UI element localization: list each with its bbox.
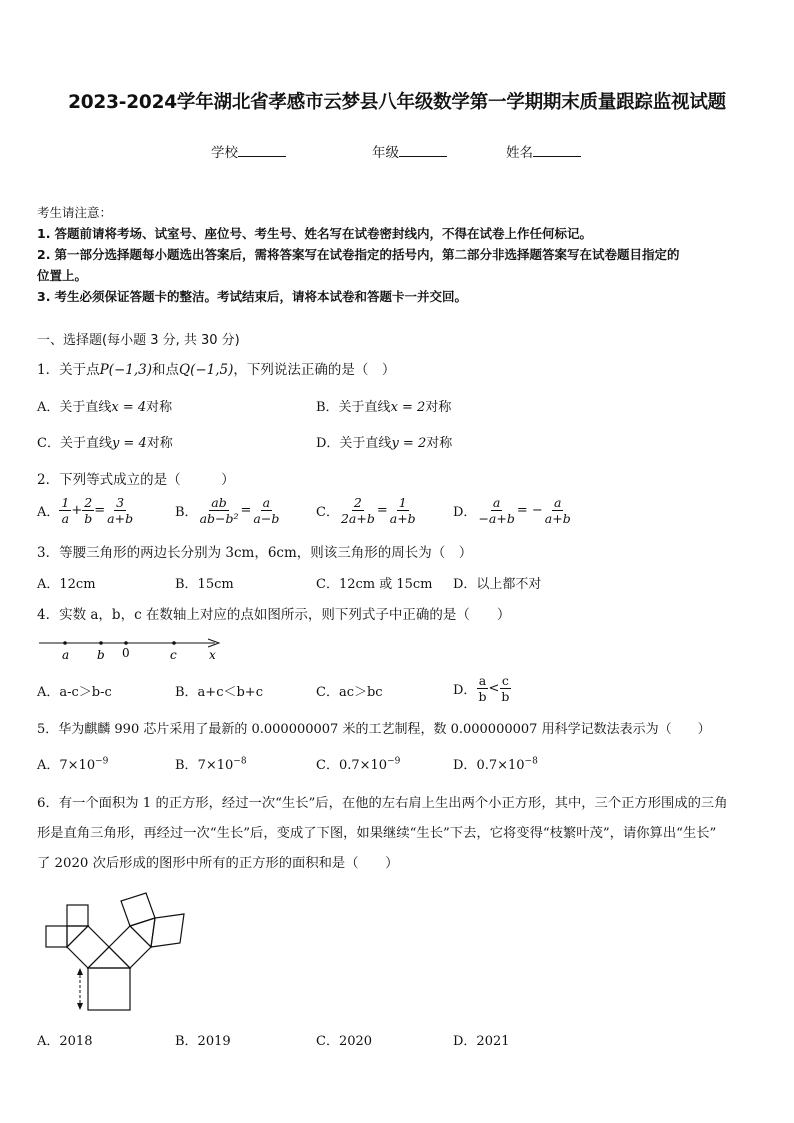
q2-d-eq-neg: = − (516, 503, 543, 518)
q2-d-label: D． (453, 505, 477, 520)
point-b-label: b (97, 648, 105, 662)
q4-option-a[interactable]: A．a-c＞b-c (37, 685, 112, 700)
school-field[interactable] (211, 141, 286, 161)
left-top-square (67, 905, 88, 926)
q1-option-d[interactable] (316, 432, 452, 451)
pythagoras-tree-figure (40, 884, 190, 1016)
q2-a-plus: + (71, 503, 83, 518)
note-1-text: 答题前请将考场、试室号、座位号、考生号、姓名写在试卷密封线内，不得在试卷上作任何标记。 (54, 226, 592, 241)
q4-d-frac-1: $\frac{a}{b}$ (478, 673, 487, 704)
q2-c-frac-1: $\frac{2}{2a+b}$ (340, 495, 375, 526)
q3-option-c[interactable]: C．12cm 或 15cm (316, 577, 433, 592)
q1-stem-b: ，下列说法正确的是（ ） (233, 362, 396, 378)
note-1 (37, 224, 592, 242)
q1-a-sym: 对称 (146, 400, 173, 415)
q1-a-label: A．关于直线 (37, 400, 112, 415)
q2-a-frac-3: $\frac{3}{a+b}$ (107, 495, 134, 526)
question-6-line-1: 6．有一个面积为 1 的正方形，经过一次“生长”后，在他的左右肩上生出两个小正方形，其中，三个正方形围成的三角 (37, 796, 728, 811)
q6-option-b[interactable]: B．2019 (175, 1034, 231, 1049)
right-left-square (121, 893, 155, 926)
q1-c-math: y = 4 (111, 436, 147, 451)
point-c-label: c (170, 648, 177, 662)
base-square (88, 968, 130, 1010)
q5-option-d[interactable] (453, 754, 538, 773)
grade-label: 年级 (372, 145, 399, 161)
q1-d-label: D．关于直线 (316, 436, 392, 451)
notes-header: 考生请注意： (37, 205, 113, 220)
q1-and: 和点 (152, 362, 179, 378)
number-line-figure (37, 633, 227, 663)
q5-b-math: 7×10 (197, 758, 234, 773)
q4-option-d[interactable] (453, 673, 511, 704)
q5-a-math: 7×10 (59, 758, 96, 773)
question-2-stem: 2．下列等式成立的是（ ） (37, 472, 235, 488)
q2-a-frac-2: $\frac{2}{b}$ (84, 495, 93, 526)
q2-a-eq: = (94, 503, 106, 518)
q3-option-d[interactable]: D．以上都不对 (453, 577, 542, 592)
point-c-dot (172, 641, 176, 645)
q1-option-b[interactable] (316, 396, 451, 415)
note-3-text: 考生必须保证答题卡的整洁。考试结束后，请将本试卷和答题卡一并交回。 (54, 289, 467, 304)
q1-c-label: C．关于直线 (37, 436, 112, 451)
q6-option-c[interactable]: C．2020 (316, 1034, 373, 1049)
point-a-dot (63, 641, 67, 645)
question-6-line-2: 形是直角三角形，再经过一次“生长”后，变成了下图，如果继续“生长”下去，它将变得“枝繁叶茂”，请你算出“生长” (37, 826, 717, 841)
q1-point-p: P(−1,3) (99, 362, 152, 378)
note-1-num: 1. (37, 226, 51, 241)
q5-d-exp: −8 (524, 756, 538, 767)
note-3 (37, 287, 467, 305)
name-blank[interactable] (533, 144, 581, 157)
q4-d-label: D． (453, 683, 477, 698)
question-1-stem (37, 358, 395, 378)
grade-field[interactable] (372, 141, 447, 161)
q6-option-d[interactable]: D．2021 (453, 1034, 510, 1049)
q5-c-math: 0.7×10 (338, 758, 388, 773)
q2-c-label: C． (316, 505, 339, 520)
q4-d-lt: < (488, 681, 500, 696)
q1-b-math: x = 2 (390, 400, 426, 415)
q5-b-label: B． (175, 758, 198, 773)
point-a-label: a (62, 648, 70, 662)
q2-b-frac-1: $\frac{ab}{\text{ab−b²}}$ (199, 495, 239, 526)
q2-a-label: A． (37, 505, 60, 520)
q5-c-exp: −9 (387, 756, 401, 767)
q2-c-frac-2: $\frac{1}{a+b}$ (389, 495, 416, 526)
q1-point-q: Q(−1,5) (179, 362, 234, 378)
q2-c-eq: = (376, 503, 388, 518)
q1-a-math: x = 4 (111, 400, 147, 415)
note-2-text-cont: 位置上。 (37, 268, 88, 283)
q5-d-math: 0.7×10 (476, 758, 525, 773)
q2-a-frac-1: $\frac{1}{a}$ (61, 495, 70, 526)
point-0-dot (124, 641, 128, 645)
school-blank[interactable] (238, 144, 286, 157)
note-2-num: 2. (37, 247, 51, 262)
left-square (67, 926, 109, 968)
q1-c-sym: 对称 (146, 436, 173, 451)
left-triangle (67, 926, 88, 947)
q2-b-label: B． (175, 505, 198, 520)
q3-option-a[interactable]: A．12cm (37, 577, 96, 592)
arrow-down-icon (77, 1003, 83, 1010)
q1-b-label: B．关于直线 (316, 400, 391, 415)
point-b-dot (99, 641, 103, 645)
axis-x-label: x (209, 648, 216, 662)
grade-blank[interactable] (399, 144, 447, 157)
right-square (109, 926, 151, 968)
q3-option-b[interactable]: B．15cm (175, 577, 234, 592)
q2-option-b[interactable] (175, 495, 281, 526)
point-0-label: 0 (122, 646, 130, 660)
q5-a-label: A． (37, 758, 60, 773)
q5-option-c[interactable] (316, 754, 400, 773)
q1-option-a[interactable] (37, 396, 172, 415)
question-5-stem: 5．华为麒麟 990 芯片采用了最新的 0.000000007 米的工艺制程，数 0.000000007 用科学记数法表示为（ ） (37, 722, 711, 737)
triangle-1 (88, 947, 130, 968)
name-label: 姓名 (506, 145, 533, 161)
note-3-num: 3. (37, 289, 51, 304)
q1-b-sym: 对称 (425, 400, 452, 415)
q4-option-c[interactable]: C．ac＞bc (316, 685, 383, 700)
q5-b-exp: −8 (233, 756, 247, 767)
arrow-up-icon (77, 968, 83, 975)
page-title: 2023-2024学年湖北省孝感市云梦县八年级数学第一学期期末质量跟踪监视试题 (68, 92, 726, 113)
name-field[interactable] (506, 141, 581, 161)
q2-d-frac-2: $\frac{a}{a+b}$ (544, 495, 571, 526)
q1-d-sym: 对称 (426, 436, 453, 451)
q5-a-exp: −9 (95, 756, 109, 767)
note-2-text: 第一部分选择题每小题选出答案后，需将答案写在试卷指定的括号内，第二部分非选择题答案写在试卷题目指定的 (54, 247, 680, 262)
question-3-stem: 3．等腰三角形的两边长分别为 3cm，6cm，则该三角形的周长为（ ） (37, 545, 473, 561)
q4-option-b[interactable]: B．a+c＜b+c (175, 685, 263, 700)
q1-d-math: y = 2 (391, 436, 427, 451)
q5-d-label: D． (453, 758, 477, 773)
left-left-square (46, 926, 67, 947)
q1-stem-a: 1．关于点 (37, 362, 100, 378)
q2-d-frac-1: $\frac{a}{-a+b}$ (478, 495, 515, 526)
note-2 (37, 245, 679, 263)
question-4-stem: 4．实数 a，b，c 在数轴上对应的点如图所示，则下列式子中正确的是（ ） (37, 607, 511, 623)
q1-option-c[interactable] (37, 432, 173, 451)
q4-d-frac-2: $\frac{c}{b}$ (501, 673, 510, 704)
q2-option-d[interactable] (453, 495, 573, 526)
q2-b-frac-2: $\frac{a}{a-b}$ (253, 495, 280, 526)
school-label: 学校 (211, 145, 238, 161)
note-2-cont (37, 266, 87, 284)
right-right-square (151, 914, 184, 947)
q2-b-eq: = (240, 503, 252, 518)
q6-option-a[interactable]: A．2018 (37, 1034, 93, 1049)
q5-option-a[interactable] (37, 754, 108, 773)
q5-c-label: C． (316, 758, 339, 773)
q2-option-a[interactable] (37, 495, 135, 526)
question-6-line-3: 了 2020 次后形成的图形中所有的正方形的面积和是（ ） (37, 856, 399, 871)
q5-option-b[interactable] (175, 754, 247, 773)
q2-option-c[interactable] (316, 495, 418, 526)
section-heading: 一、选择题(每小题 3 分, 共 30 分) (37, 333, 240, 348)
